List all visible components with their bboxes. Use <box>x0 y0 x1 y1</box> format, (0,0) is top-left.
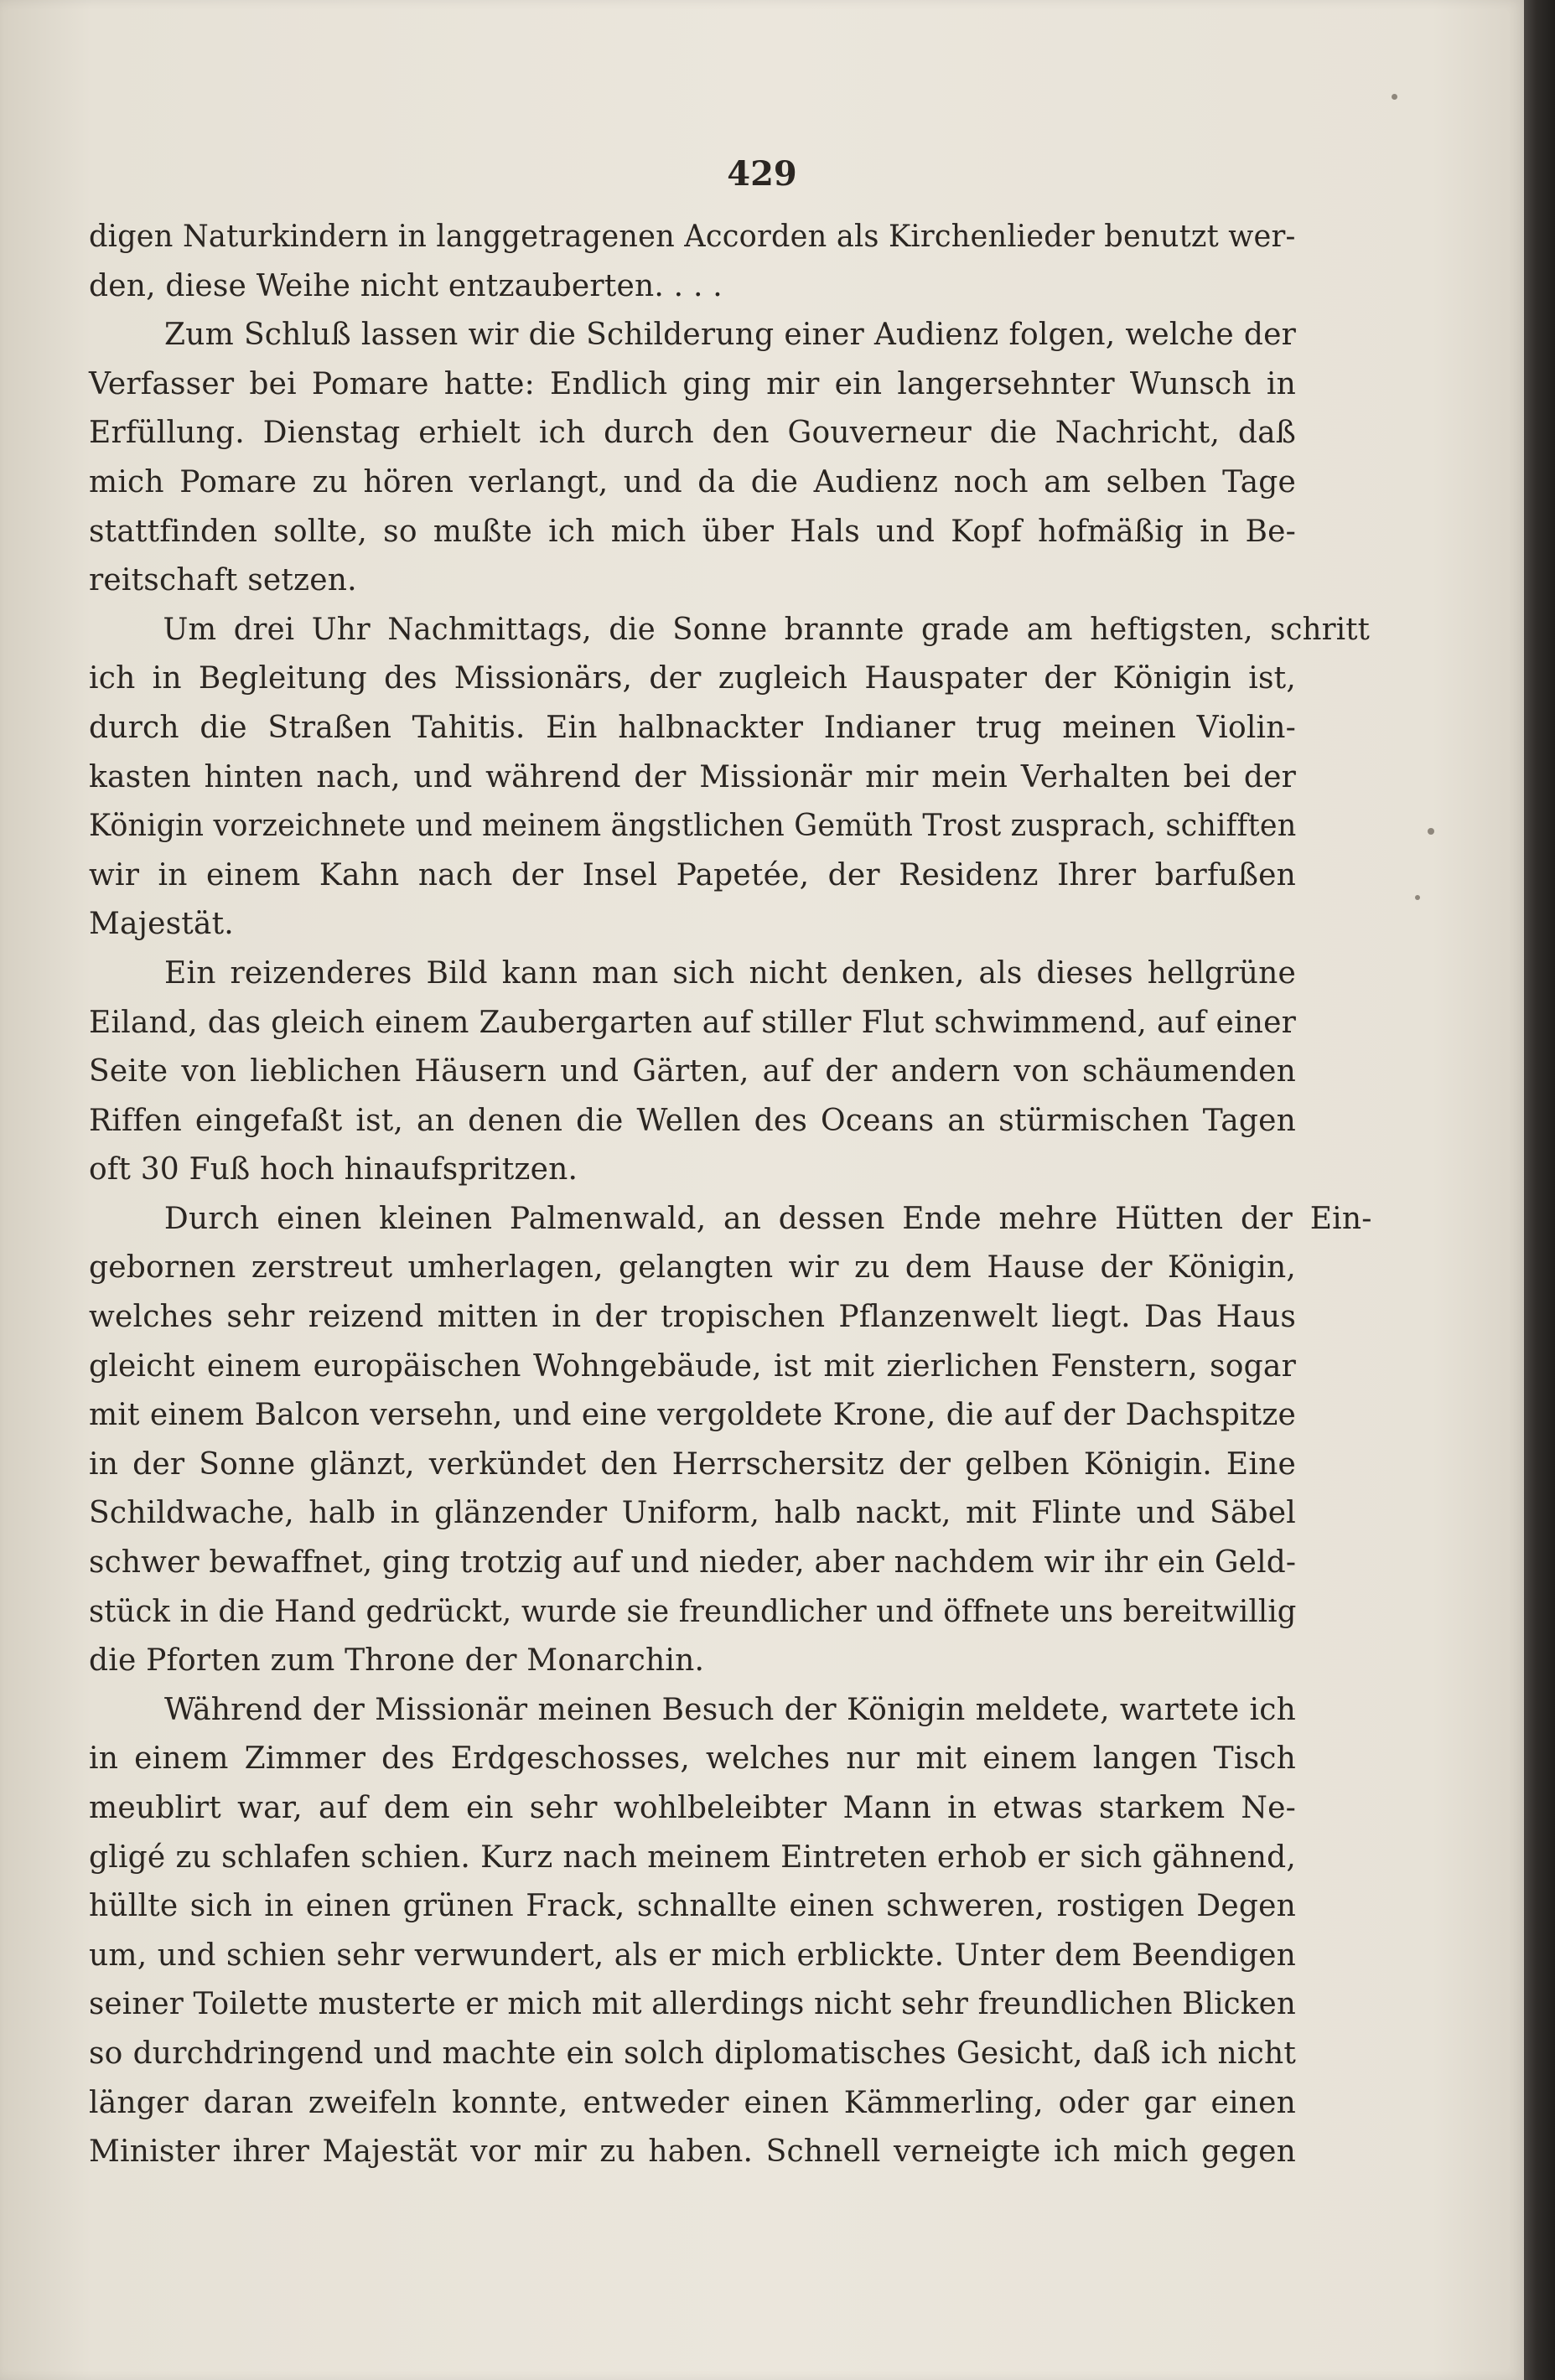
text-line: Durch einen kleinen Palmenwald, an dessen Ende mehre Hütten der Ein- <box>163 1201 1372 1236</box>
text-line: ich in Begleitung des Missionärs, der zugleich Hauspater der Königin ist, <box>89 661 1296 696</box>
text-line: gligé zu schlafen schien. Kurz nach meinem Eintreten erhob er sich gähnend, <box>89 1839 1296 1875</box>
text-line: den, diese Weihe nicht entzauberten. . . . <box>89 268 723 303</box>
text-line: in einem Zimmer des Erdgeschosses, welches nur mit einem langen Tisch <box>89 1741 1296 1777</box>
paper-speck <box>1392 94 1397 100</box>
text-line: Verfasser bei Pomare hatte: Endlich ging mir ein langersehnter Wunsch in <box>89 366 1296 401</box>
text-line: Um drei Uhr Nachmittags, die Sonne brannte grade am heftigsten, schritt <box>163 612 1371 647</box>
text-line: Königin vorzeichnete und meinem ängstlichen Gemüth Trost zusprach, schifften <box>89 809 1297 844</box>
text-line: seiner Toilette musterte er mich mit allerdings nicht sehr freundlichen Blicken <box>89 1987 1296 2022</box>
paper-speck <box>1415 895 1420 900</box>
text-line: meublirt war, auf dem ein sehr wohlbeleibter Mann in etwas starkem Ne- <box>89 1791 1296 1825</box>
text-line: die Pforten zum Throne der Monarchin. <box>89 1643 705 1679</box>
text-line: Während der Missionär meinen Besuch der Königin meldete, wartete ich <box>164 1692 1296 1727</box>
text-line: stattfinden sollte, so mußte ich mich über Hals und Kopf hofmäßig in Be- <box>89 514 1296 549</box>
scan-edge <box>1524 0 1555 2380</box>
text-line: stück in die Hand gedrückt, wurde sie freundlicher und öffnete uns bereitwillig <box>89 1594 1297 1629</box>
text-line: so durchdringend und machte ein solch diplomatisches Gesicht, daß ich nicht <box>89 2036 1296 2071</box>
page-number: 429 <box>727 154 797 194</box>
text-line: Eiland, das gleich einem Zaubergarten auf stiller Flut schwimmend, auf einer <box>89 1005 1296 1040</box>
text-line: mit einem Balcon versehn, und eine vergoldete Krone, die auf der Dachspitze <box>89 1398 1296 1433</box>
text-line: hüllte sich in einen grünen Frack, schnallte einen schweren, rostigen Degen <box>89 1889 1296 1924</box>
text-line: Zum Schluß lassen wir die Schilderung einer Audienz folgen, welche der <box>164 318 1296 353</box>
text-line: durch die Straßen Tahitis. Ein halbnackter Indianer trug meinen Violin- <box>89 710 1296 745</box>
text-line: gleicht einem europäischen Wohngebäude, ist mit zierlichen Fenstern, sogar <box>89 1348 1296 1384</box>
text-line: wir in einem Kahn nach der Insel Papetée, der Residenz Ihrer barfußen <box>89 857 1296 892</box>
text-line: in der Sonne glänzt, verkündet den Herrschersitz der gelben Königin. Eine <box>89 1446 1296 1482</box>
text-line: Majestät. <box>89 907 234 942</box>
text-line: Minister ihrer Majestät vor mir zu haben. Schnell verneigte ich mich gegen <box>89 2134 1296 2170</box>
paper-speck <box>1428 828 1434 835</box>
text-line: schwer bewaffnet, ging trotzig auf und nieder, aber nachdem wir ihr ein Geld- <box>89 1545 1297 1581</box>
text-line: mich Pomare zu hören verlangt, und da die Audienz noch am selben Tage <box>89 464 1296 499</box>
body-text <box>89 213 1372 2177</box>
text-line: Erfüllung. Dienstag erhielt ich durch den Gouverneur die Nachricht, daß <box>89 416 1296 451</box>
text-line: Riffen eingefaßt ist, an denen die Wellen des Oceans an stürmischen Tagen <box>89 1103 1296 1138</box>
text-line: digen Naturkindern in langgetragenen Accorden als Kirchenlieder benutzt wer- <box>89 220 1296 254</box>
text-line: oft 30 Fuß hoch hinaufspritzen. <box>89 1152 578 1187</box>
text-line: um, und schien sehr verwundert, als er mich erblickte. Unter dem Beendigen <box>89 1938 1296 1973</box>
text-line: gebornen zerstreut umherlagen, gelangten wir zu dem Hause der Königin, <box>89 1250 1296 1286</box>
text-line: Schildwache, halb in glänzender Uniform, halb nackt, mit Flinte und Säbel <box>89 1496 1296 1531</box>
text-line: länger daran zweifeln konnte, entweder einen Kämmerling, oder gar einen <box>89 2085 1296 2120</box>
text-line: reitschaft setzen. <box>89 563 357 598</box>
text-line: Seite von lieblichen Häusern und Gärten, auf der andern von schäumenden <box>89 1054 1296 1089</box>
text-line: kasten hinten nach, und während der Missionär mir mein Verhalten bei der <box>89 759 1296 794</box>
text-line: Ein reizenderes Bild kann man sich nicht denken, als dieses hellgrüne <box>164 955 1296 991</box>
text-line: welches sehr reizend mitten in der tropischen Pflanzenwelt liegt. Das Haus <box>89 1300 1296 1335</box>
